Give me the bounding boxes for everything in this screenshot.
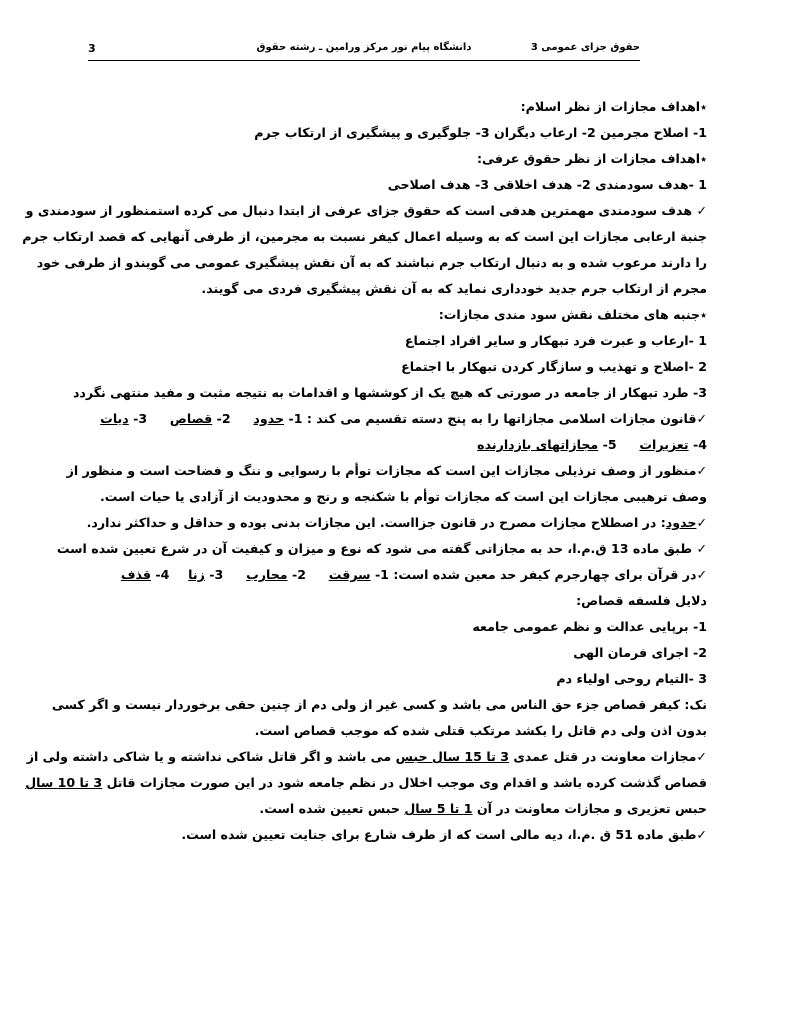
category-number: 3-	[133, 411, 148, 426]
penalty-range: 1 تا 5 سال	[404, 801, 473, 816]
category-number: 5-	[602, 437, 617, 452]
law-categories-line-2	[95, 432, 707, 458]
crime-number: 2-	[291, 567, 306, 582]
list-islam-goals: 1- اصلاح مجرمین 2- ارعاب دیگران 3- جلوگیری و پیشگیری از ارتکاب جرم	[254, 125, 707, 140]
note-line: بدون اذن ولی دم قاتل را بکشد مرتکب قتلی شده که موجب قصاص است.	[254, 723, 707, 738]
page-number: 3	[88, 42, 96, 55]
penalty-range: 3 تا 15 سال حبس	[395, 749, 509, 764]
paragraph-line: وصف ترهیبی مجازات این است که مجازات توأم با شکنجه و رنج و محدودیت از آزادی یا حیات است.	[100, 489, 707, 504]
category-number: 4-	[693, 437, 707, 452]
page-header	[88, 40, 640, 61]
list-item: 2- اجرای فرمان الهی	[573, 645, 707, 660]
category-tazirat: تعزیرات	[639, 437, 689, 452]
text-segment: ✓مجازات معاونت در قتل عمدی	[513, 749, 707, 764]
hudud-definition-text: : در اصطلاح مجازات مصرح در قانون جزااست. این مجازات بدنی بوده و حداقل و حداکثر ندارد.	[86, 515, 666, 530]
crime-number: 3-	[209, 567, 224, 582]
hudud-definition: ✓حدود: در اصطلاح مجازات مصرح در قانون جزااست. این مجازات بدنی بوده و حداقل و حداکثر ندارد.	[86, 515, 707, 530]
crime-moharib: محارب	[246, 567, 288, 582]
category-diyat: دیات	[100, 411, 129, 426]
paragraph-line: جنبة ارعابی مجازات این است که به وسیله اعمال کیفر نسبت به مجرمین، از طرفی آنهایی که قصد ارتکاب جرم	[22, 229, 707, 244]
header-course-title: حقوق جزای عمومی 3	[530, 42, 640, 53]
heading-qisas-reasons: دلایل فلسفه قصاص:	[576, 593, 707, 608]
list-item: 3- طرد تبهکار از جامعه در صورتی که هیچ یک از کوششها و اقدامات به نتیجه مثبت و مفید منتهی نگردد	[72, 385, 707, 400]
heading-utility-aspects: ٭جنبه های مختلف نقش سود مندی مجازات:	[438, 307, 707, 322]
category-hudud: حدود	[253, 411, 285, 426]
hudud-term: حدود	[665, 515, 697, 530]
list-item: 1 -ارعاب و عبرت فرد تبهکار و سایر افراد اجتماع	[404, 333, 707, 348]
accomplice-penalty-line-3	[95, 796, 707, 822]
quran-crimes-line	[95, 562, 707, 588]
category-number: 2-	[216, 411, 231, 426]
category-qisas: قصاص	[169, 411, 213, 426]
list-customary-goals: 1 -هدف سودمندی 2- هدف اخلاقی 3- هدف اصلاحی	[387, 177, 707, 192]
paragraph-line: مجرم از ارتکاب جرم جدید خودداری نماید که به آن نقش پیشگیری فردی می گویند.	[201, 281, 707, 296]
paragraph-line: را دارند مرعوب شده و به دنبال ارتکاب جرم نباشند که به آن نقش پیشگیری عمومی می گویندو از طرفی خود	[36, 255, 707, 270]
list-item: 3 -التیام روحی اولیاء دم	[556, 671, 707, 686]
header-university: دانشگاه پیام نور مرکز ورامین ـ رشته حقوق	[256, 42, 472, 53]
list-item: 2 -اصلاح و تهذیب و سازگار کردن تبهکار با اجتماع	[401, 359, 707, 374]
quran-crimes-prefix: ✓در قرآن برای چهارجرم کیفر حد معین شده است: 1-	[374, 567, 707, 582]
paragraph-line: ✓ هدف سودمندی مهمترین هدفی است که حقوق جزای عرفی از ابتدا دنبال می کرده استمنظور از سودمندی و	[25, 203, 707, 218]
crime-zina: زنا	[188, 567, 205, 582]
law-categories-line	[95, 406, 707, 432]
crime-qazf: قذف	[120, 567, 151, 582]
article-13-line: ✓ طبق ماده 13 ق.م.ا، حد به مجازاتی گفته می شود که نوع و میزان و کیفیت آن در شرع تعیین شده است	[56, 541, 707, 556]
text-segment: حبس تعزیری و مجازات معاونت در آن	[476, 801, 707, 816]
text-segment: حبس تعیین شده است.	[259, 801, 400, 816]
heading-islam-goals: ٭اهداف مجازات از نظر اسلام:	[520, 99, 707, 114]
heading-customary-goals: ٭اهداف مجازات از نظر حقوق عرفی:	[476, 151, 707, 166]
crime-number: 4-	[155, 567, 170, 582]
paragraph-line: ✓منظور از وصف ترذیلی مجازات این است که مجازات توأم با رسوایی و ننگ و فضاحت است و منظور از	[66, 463, 707, 478]
law-categories-prefix: ✓قانون مجازات اسلامی مجازاتها را به پنج دسته تقسیم می کند : 1-	[288, 411, 707, 426]
accomplice-penalty-line-2	[25, 770, 707, 796]
article-51-line: ✓طبق ماده 51 ق .م.ا، دیه مالی است که از طرف شارع برای جنایت تعیین شده است.	[181, 827, 707, 842]
document-body	[22, 94, 707, 848]
penalty-range: 3 تا 10 سال	[25, 775, 103, 790]
category-deterrent: مجازاتهای بازدارنده	[477, 437, 599, 452]
text-segment: می باشد و اگر قاتل شاکی نداشته و یا شاکی داشته ولی از	[26, 749, 392, 764]
text-segment: قصاص گذشت کرده باشد و اقدام وی موجب اخلال در نظم جامعه شود در این صورت مجازات قاتل	[106, 775, 707, 790]
note-line: نک: کیفر قصاص جزء حق الناس می باشد و کسی غیر از ولی دم از چنین حقی برخوردار نیست و اگر کسی	[51, 697, 707, 712]
crime-sariqat: سرقت	[328, 567, 371, 582]
accomplice-penalty-line-1	[26, 744, 707, 770]
list-item: 1- برپایی عدالت و نظم عمومی جامعه	[472, 619, 707, 634]
